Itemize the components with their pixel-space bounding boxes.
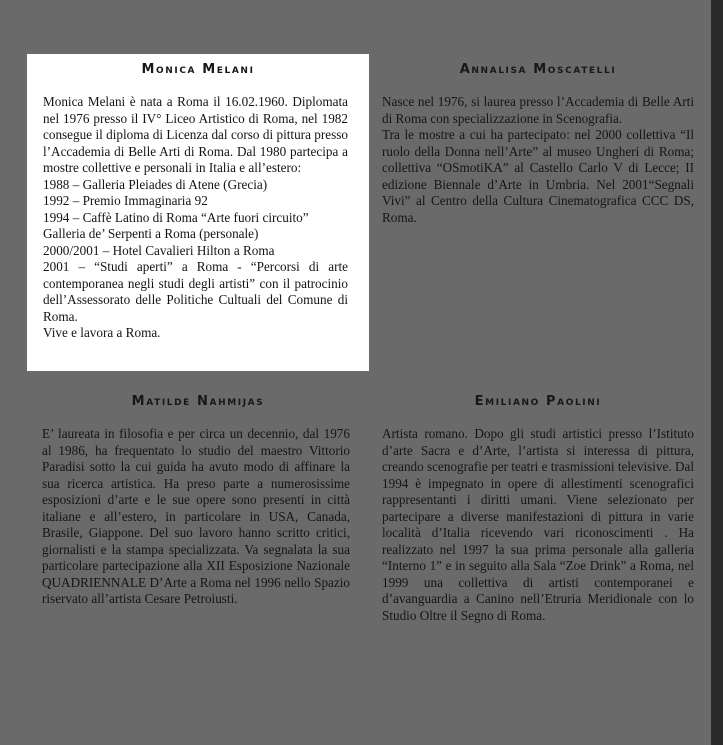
- bio-paragraph: 2001 – “Studi aperti” a Roma - “Percorsi di arte contemporanea negli studi degli artisti” con il patrocinio dell’Assessorato delle Politiche Cultuali del Comune di Roma.: [43, 259, 348, 324]
- artist-name: Emiliano Paolini: [474, 394, 602, 409]
- bio-paragraph: Monica Melani è nata a Roma il 16.02.1960. Diplomata nel 1976 presso il IV° Liceo Artistico di Roma, nel 1982 consegue il diploma di Licenza dal corso di pittura presso l’Accademia di Belle Arti di Roma. Dal 1980 partecipa a mostre collettive e personali in Italia e all’estero:: [43, 94, 348, 175]
- bio-paragraph: 1994 – Caffè Latino di Roma “Arte fuori circuito”: [43, 209, 309, 225]
- bio-paragraph: E’ laureata in filosofia e per circa un decennio, dal 1976 al 1986, ha frequentato lo studio del maestro Vittorio Paradisi sotto la cui guida ha avuto modo di affinare la sua ricerca artistica. Ha preso parte a numerosissime esposizioni d’arte e le sue opere sono presenti in città italiane e all’estero, in particolare in USA, Canada, Brasile, Giappone. Del suo lavoro hanno scritto critici, giornalisti e la stampa specializzata. Va segnalata la sua particolare partecipazione alla XII Esposizione Nazionale QUADRIENNALE D’Arte a Roma nel 1996 nello Spazio riservato all’artista Cesare Petroiusti.: [42, 426, 350, 606]
- bio-paragraph: Vive e lavora a Roma.: [43, 325, 161, 340]
- artist-bio: [382, 94, 694, 226]
- bio-paragraph: Nasce nel 1976, si laurea presso l’Accademia di Belle Arti di Roma con specializzazione in Scenografia.: [382, 94, 694, 126]
- artist-bio: [43, 94, 348, 342]
- page-edge: [711, 0, 723, 745]
- artist-card-nahmijas: [27, 388, 369, 678]
- bio-paragraph: Artista romano. Dopo gli studi artistici presso l’Istituto d’arte Sacra e d’Arte, l’artista si interessa di pittura, creando scenografie per teatri e trasmissioni televisive. Dal 1994 è impegnato in opere di allestimenti scenografici rappresentanti i diritti umani. Viene selezionato per partecipare a diverse manifestazioni di pittura in varie località d’Italia ricevendo vari riconoscimenti . Ha realizzato nel 1997 la sua prima personale alla galleria “Interno 1” e in seguito alla Sala “Zoe Drink” a Roma, nel 1999 una collettiva di artisti contemporanei e d’avanguardia a Canino nell’Etruria Meridionale con lo Studio Oltre il Segno di Roma.: [382, 426, 694, 623]
- bio-paragraph: 2000/2001 – Hotel Cavalieri Hilton a Roma: [43, 242, 275, 258]
- artist-name: Matilde Nahmijas: [131, 394, 265, 409]
- artist-card-paolini: [381, 388, 695, 678]
- artist-bio: [42, 426, 350, 608]
- bio-paragraph: 1992 – Premio Immaginaria 92: [43, 193, 208, 208]
- bio-paragraph: 1988 – Galleria Pleiades di Atene (Grecia): [43, 176, 268, 192]
- artist-card-melani: [27, 54, 369, 371]
- bio-paragraph: Tra le mostre a cui ha partecipato: nel 2000 collettiva “Il ruolo della Donna nell’Arte” al museo Ungheri di Roma; collettiva “OSmotiKA” al Castello Carlo V di Lecce; II edizione Biennale d’Arte in Umbria. Nel 2001“Segnali Vivi” al Centro della Cultura Cinematografica CCC DS, Roma.: [382, 127, 694, 225]
- artist-card-moscatelli: [381, 54, 695, 254]
- artist-name: Annalisa Moscatelli: [459, 62, 617, 77]
- artist-bio: [382, 426, 694, 624]
- bio-paragraph: Galleria de’ Serpenti a Roma (personale): [43, 226, 259, 241]
- artist-name: Monica Melani: [141, 62, 255, 77]
